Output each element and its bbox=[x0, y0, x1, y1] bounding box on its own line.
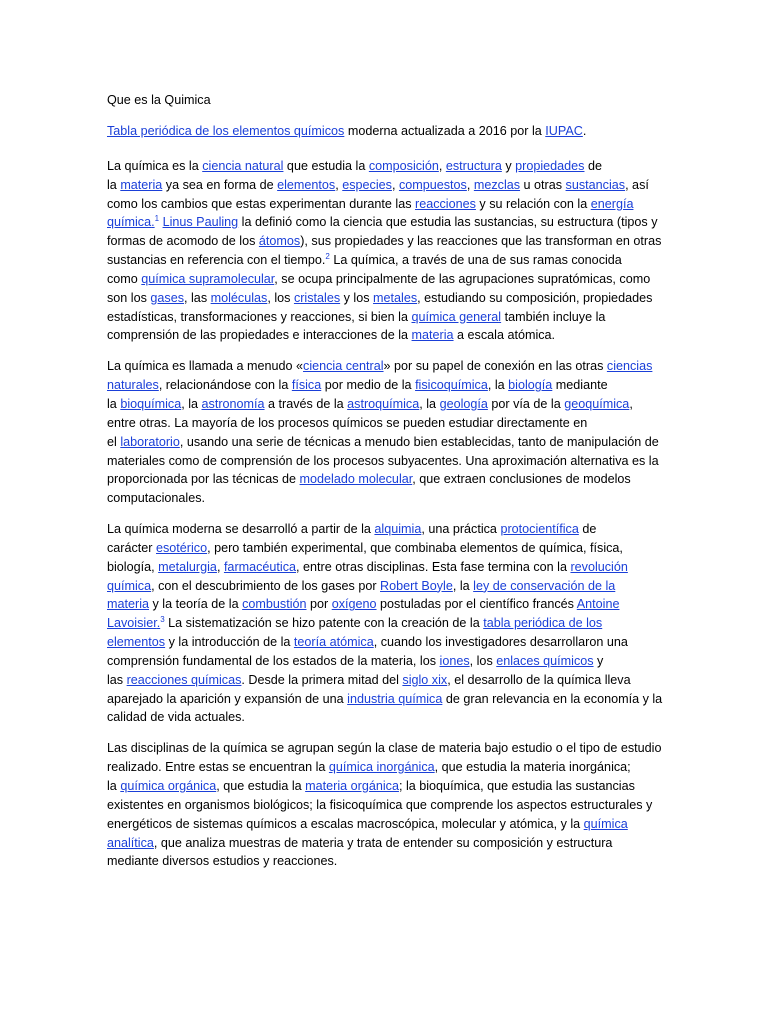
text-run: , estudiando su composición, propiedades bbox=[417, 290, 653, 305]
text-run: , usando una serie de técnicas a menudo bien establecidas, tanto de manipulación de bbox=[179, 434, 659, 449]
text-run: , el desarrollo de la química lleva bbox=[447, 672, 631, 687]
text-line bbox=[107, 308, 662, 327]
hyperlink[interactable]: materia bbox=[107, 597, 149, 612]
hyperlink[interactable]: astroquímica bbox=[347, 396, 420, 411]
text-line bbox=[107, 539, 662, 558]
hyperlink[interactable]: modelado molecular bbox=[299, 472, 413, 487]
hyperlink[interactable]: propiedades bbox=[515, 158, 585, 173]
text-run: y la introducción de la bbox=[165, 635, 294, 650]
text-run: biología, bbox=[107, 559, 159, 574]
hyperlink[interactable]: gases bbox=[150, 290, 185, 305]
paragraph bbox=[107, 739, 662, 871]
text-run: la bbox=[107, 396, 121, 411]
hyperlink[interactable]: iones bbox=[439, 653, 470, 668]
text-run: La química es llamada a menudo « bbox=[107, 359, 304, 374]
text-run: , cuando los investigadores desarrollaron una bbox=[373, 635, 628, 650]
text-run: aparejado la aparición y expansión de una bbox=[107, 691, 348, 706]
hyperlink[interactable]: química bbox=[107, 578, 152, 593]
text-run: calidad de vida actuales. bbox=[107, 710, 245, 725]
text-run: , bbox=[335, 177, 343, 192]
hyperlink[interactable]: oxígeno bbox=[331, 597, 377, 612]
hyperlink[interactable]: biología bbox=[508, 378, 553, 393]
text-run: , relacionándose con la bbox=[158, 378, 292, 393]
document-body bbox=[107, 91, 662, 871]
text-run: proporcionada por las técnicas de bbox=[107, 472, 300, 487]
text-run: La química es la bbox=[107, 158, 203, 173]
hyperlink[interactable]: química bbox=[107, 215, 152, 230]
document-title: Que es la Quimica bbox=[107, 93, 211, 107]
text-line bbox=[107, 520, 662, 539]
hyperlink[interactable]: Linus Pauling bbox=[162, 215, 239, 230]
text-line bbox=[107, 326, 662, 345]
text-line bbox=[107, 232, 662, 251]
text-run: computacionales. bbox=[107, 491, 206, 506]
text-run: , que analiza muestras de materia y trata de entender su composición y estructura bbox=[153, 835, 613, 850]
text-run: por medio de la bbox=[321, 378, 416, 393]
hyperlink[interactable]: tabla periódica de los bbox=[483, 616, 603, 631]
hyperlink[interactable]: fisicoquímica bbox=[415, 378, 488, 393]
hyperlink[interactable]: . bbox=[156, 616, 161, 631]
hyperlink[interactable]: esotérico bbox=[156, 540, 208, 555]
hyperlink[interactable]: teoría atómica bbox=[293, 635, 374, 650]
text-run: , bbox=[391, 177, 399, 192]
hyperlink[interactable]: estructura bbox=[445, 158, 502, 173]
hyperlink[interactable]: química orgánica bbox=[120, 779, 217, 793]
text-run: las bbox=[107, 672, 127, 687]
text-run: por vía de la bbox=[487, 396, 565, 411]
text-line bbox=[107, 614, 662, 633]
hyperlink[interactable]: moléculas bbox=[210, 290, 268, 305]
text-line bbox=[107, 376, 662, 395]
hyperlink[interactable]: elementos bbox=[107, 635, 166, 650]
hyperlink[interactable]: combustión bbox=[242, 597, 307, 612]
hyperlink[interactable]: materia bbox=[411, 328, 454, 343]
hyperlink[interactable]: Robert Boyle bbox=[380, 578, 453, 593]
text-line bbox=[107, 558, 662, 577]
text-run: la definió como la ciencia que estudia las sustancias, su estructura (tipos y bbox=[238, 215, 658, 230]
hyperlink[interactable]: composición bbox=[368, 158, 439, 173]
text-line bbox=[107, 671, 662, 690]
text-run: de bbox=[578, 522, 597, 537]
hyperlink[interactable]: metales bbox=[373, 290, 418, 305]
footnote-ref[interactable]: 3 bbox=[160, 615, 165, 625]
hyperlink[interactable]: Antoine bbox=[576, 597, 620, 612]
text-run: y los bbox=[340, 290, 374, 305]
text-line bbox=[107, 195, 662, 214]
paragraphs bbox=[107, 122, 662, 871]
hyperlink[interactable]: laboratorio bbox=[120, 434, 180, 449]
text-line bbox=[107, 433, 662, 452]
hyperlink[interactable]: ciencias bbox=[606, 359, 653, 374]
text-run: , pero también experimental, que combinaba elementos de química, física, bbox=[207, 540, 623, 555]
text-run: que estudia la bbox=[283, 158, 369, 173]
text-line bbox=[107, 122, 662, 141]
hyperlink[interactable]: química bbox=[583, 816, 628, 831]
text-run: el bbox=[107, 434, 121, 449]
text-run: . bbox=[582, 124, 587, 138]
text-run: y su relación con la bbox=[475, 196, 591, 211]
text-run: a través de la bbox=[264, 396, 348, 411]
hyperlink[interactable]: analítica bbox=[107, 835, 154, 850]
hyperlink[interactable]: IUPAC bbox=[545, 124, 583, 138]
text-run: , las bbox=[184, 290, 211, 305]
hyperlink[interactable]: geología bbox=[439, 396, 488, 411]
hyperlink[interactable]: revolución bbox=[570, 559, 628, 574]
text-run: , bbox=[466, 177, 474, 192]
text-run: , los bbox=[267, 290, 294, 305]
hyperlink[interactable]: . bbox=[151, 215, 155, 230]
text-run: de gran relevancia en la economía y la bbox=[442, 691, 663, 706]
hyperlink[interactable]: alquimia bbox=[374, 522, 422, 537]
text-run: , la bbox=[419, 396, 440, 411]
hyperlink[interactable]: materia orgánica bbox=[305, 779, 399, 793]
hyperlink[interactable]: naturales bbox=[107, 378, 159, 393]
text-line bbox=[107, 852, 662, 871]
text-line bbox=[107, 758, 662, 777]
text-run: , bbox=[438, 158, 446, 173]
hyperlink[interactable]: metalurgia bbox=[158, 559, 217, 574]
hyperlink[interactable]: mezclas bbox=[473, 177, 521, 192]
text-run: postuladas por el científico francés bbox=[376, 597, 577, 612]
text-run: a escala atómica. bbox=[453, 328, 556, 343]
text-run: La química, a través de una de sus ramas conocida bbox=[329, 253, 622, 268]
text-line bbox=[107, 834, 662, 853]
hyperlink[interactable]: ciencia natural bbox=[202, 158, 284, 173]
text-run: y bbox=[593, 653, 604, 668]
text-line bbox=[107, 690, 662, 709]
text-run: y la teoría de la bbox=[149, 597, 243, 612]
hyperlink[interactable]: elementos bbox=[277, 177, 336, 192]
text-run: , la bbox=[487, 378, 509, 393]
text-line bbox=[107, 251, 662, 270]
hyperlink[interactable]: industria química bbox=[347, 691, 443, 706]
text-run: » por su papel de conexión en las otras bbox=[383, 359, 607, 374]
text-run: son los bbox=[107, 290, 151, 305]
text-run: , que estudia la materia inorgánica; bbox=[434, 760, 631, 775]
text-run: energéticos de sistemas químicos a escalas macroscópica, molecular y atómica, y la bbox=[107, 816, 584, 831]
hyperlink[interactable]: farmacéutica bbox=[223, 559, 297, 574]
text-line bbox=[107, 777, 662, 796]
text-run: carácter bbox=[107, 540, 156, 555]
hyperlink[interactable]: reacciones químicas bbox=[126, 672, 242, 687]
text-line bbox=[107, 452, 662, 471]
hyperlink[interactable]: siglo xix bbox=[402, 672, 448, 687]
text-run: , la bbox=[181, 396, 202, 411]
hyperlink[interactable]: reacciones bbox=[415, 196, 476, 211]
text-run: moderna actualizada a 2016 por la bbox=[344, 124, 546, 138]
text-run: entre otras. La mayoría de los procesos químicos se pueden estudiar directamente en bbox=[107, 415, 588, 430]
text-line bbox=[107, 289, 662, 308]
text-line bbox=[107, 176, 662, 195]
text-run: mediante bbox=[552, 378, 608, 393]
text-run: estadísticas, transformaciones y reacciones, si bien la bbox=[107, 309, 412, 324]
text-run: , se ocupa principalmente de las agrupaciones supratómicas, como bbox=[274, 271, 651, 286]
text-run: u otras bbox=[520, 177, 566, 192]
text-run: existentes en organismos biológicos; la fisicoquímica que comprende los aspectos estructurales y bbox=[107, 797, 653, 812]
text-run: , que estudia la bbox=[216, 779, 306, 793]
hyperlink[interactable]: enlaces químicos bbox=[496, 653, 594, 668]
paragraph bbox=[107, 357, 662, 508]
text-run: , así bbox=[625, 177, 649, 192]
text-line bbox=[107, 395, 662, 414]
hyperlink[interactable]: astronomía bbox=[201, 396, 265, 411]
hyperlink[interactable]: química general bbox=[411, 309, 502, 324]
text-run: , una práctica bbox=[421, 522, 501, 537]
text-run: , los bbox=[469, 653, 497, 668]
text-run: la bbox=[107, 177, 121, 192]
text-run: La sistematización se hizo patente con la creación de la bbox=[164, 616, 484, 631]
hyperlink[interactable]: protocientífica bbox=[500, 522, 579, 537]
hyperlink[interactable]: bioquímica bbox=[120, 396, 182, 411]
text-line bbox=[107, 652, 662, 671]
text-run: la bbox=[107, 779, 121, 793]
text-run: , que extraen conclusiones de modelos bbox=[412, 472, 631, 487]
hyperlink[interactable]: química supramolecular bbox=[141, 271, 275, 286]
hyperlink[interactable]: materia bbox=[120, 177, 163, 192]
hyperlink[interactable]: cristales bbox=[293, 290, 341, 305]
hyperlink[interactable]: Lavoisier bbox=[107, 616, 157, 631]
text-line bbox=[107, 815, 662, 834]
text-line bbox=[107, 577, 662, 596]
text-run: como los cambios que estas experimentan durante las bbox=[107, 196, 416, 211]
text-run: Las disciplinas de la química se agrupan según la clase de materia bajo estudio o el tipo de estudio bbox=[107, 741, 662, 756]
footnote-ref[interactable]: 1 bbox=[154, 214, 160, 224]
text-run: . Desde la primera mitad del bbox=[241, 672, 403, 687]
text-line bbox=[107, 595, 662, 614]
text-run: , entre otras disciplinas. Esta fase termina con la bbox=[296, 559, 571, 574]
text-line bbox=[107, 213, 662, 232]
text-line bbox=[107, 470, 662, 489]
footnote-ref[interactable]: 2 bbox=[325, 251, 330, 261]
hyperlink[interactable]: átomos bbox=[258, 234, 301, 249]
text-run: comprensión de las propiedades e interacciones de la bbox=[107, 328, 412, 343]
hyperlink[interactable]: especies bbox=[342, 177, 392, 192]
text-run: , la bbox=[452, 578, 474, 593]
text-line bbox=[107, 739, 662, 758]
hyperlink[interactable]: energía bbox=[590, 196, 634, 211]
text-run: sustancias en referencia con el tiempo. bbox=[107, 253, 326, 268]
hyperlink[interactable]: sustancias bbox=[565, 177, 626, 192]
hyperlink[interactable]: química inorgánica bbox=[328, 760, 435, 775]
text-line bbox=[107, 414, 662, 433]
paragraph bbox=[107, 122, 662, 141]
text-line bbox=[107, 270, 662, 289]
text-run: como bbox=[107, 271, 142, 286]
text-run: también incluye la bbox=[501, 309, 606, 324]
text-run: , con el descubrimiento de los gases por bbox=[151, 578, 381, 593]
text-run: formas de acomodo de los bbox=[107, 234, 259, 249]
hyperlink[interactable]: ciencia central bbox=[303, 359, 384, 374]
text-run: comprensión fundamental de los estados de la materia, los bbox=[107, 653, 440, 668]
text-run: , bbox=[629, 396, 633, 411]
hyperlink[interactable]: geoquímica bbox=[564, 396, 630, 411]
hyperlink[interactable]: ley de conservación de la bbox=[473, 578, 616, 593]
text-line bbox=[107, 708, 662, 727]
text-line bbox=[107, 489, 662, 508]
paragraph bbox=[107, 157, 662, 345]
text-line bbox=[107, 157, 662, 176]
text-line bbox=[107, 357, 662, 376]
text-run: mediante diversos estudios y reacciones. bbox=[107, 854, 338, 869]
hyperlink[interactable]: física bbox=[291, 378, 322, 393]
hyperlink[interactable]: compuestos bbox=[398, 177, 467, 192]
text-run: y bbox=[501, 158, 516, 173]
text-run: La química moderna se desarrolló a partir de la bbox=[107, 522, 375, 537]
hyperlink[interactable]: Tabla periódica de los elementos químicos bbox=[107, 124, 345, 138]
text-run: realizado. Entre estas se encuentran la bbox=[107, 760, 329, 775]
text-run: materiales como de comprensión de los procesos subyacentes. Una aproximación alternativa es la bbox=[107, 453, 659, 468]
text-run: ; la bioquímica, que estudia las sustancias bbox=[398, 779, 635, 793]
text-line bbox=[107, 796, 662, 815]
text-run: por bbox=[306, 597, 332, 612]
text-run: de bbox=[584, 158, 602, 173]
text-run: ), sus propiedades y las reacciones que las transforman en otras bbox=[300, 234, 662, 249]
text-run: ya sea en forma de bbox=[162, 177, 278, 192]
text-line bbox=[107, 633, 662, 652]
text-run: , bbox=[216, 559, 224, 574]
paragraph bbox=[107, 520, 662, 727]
